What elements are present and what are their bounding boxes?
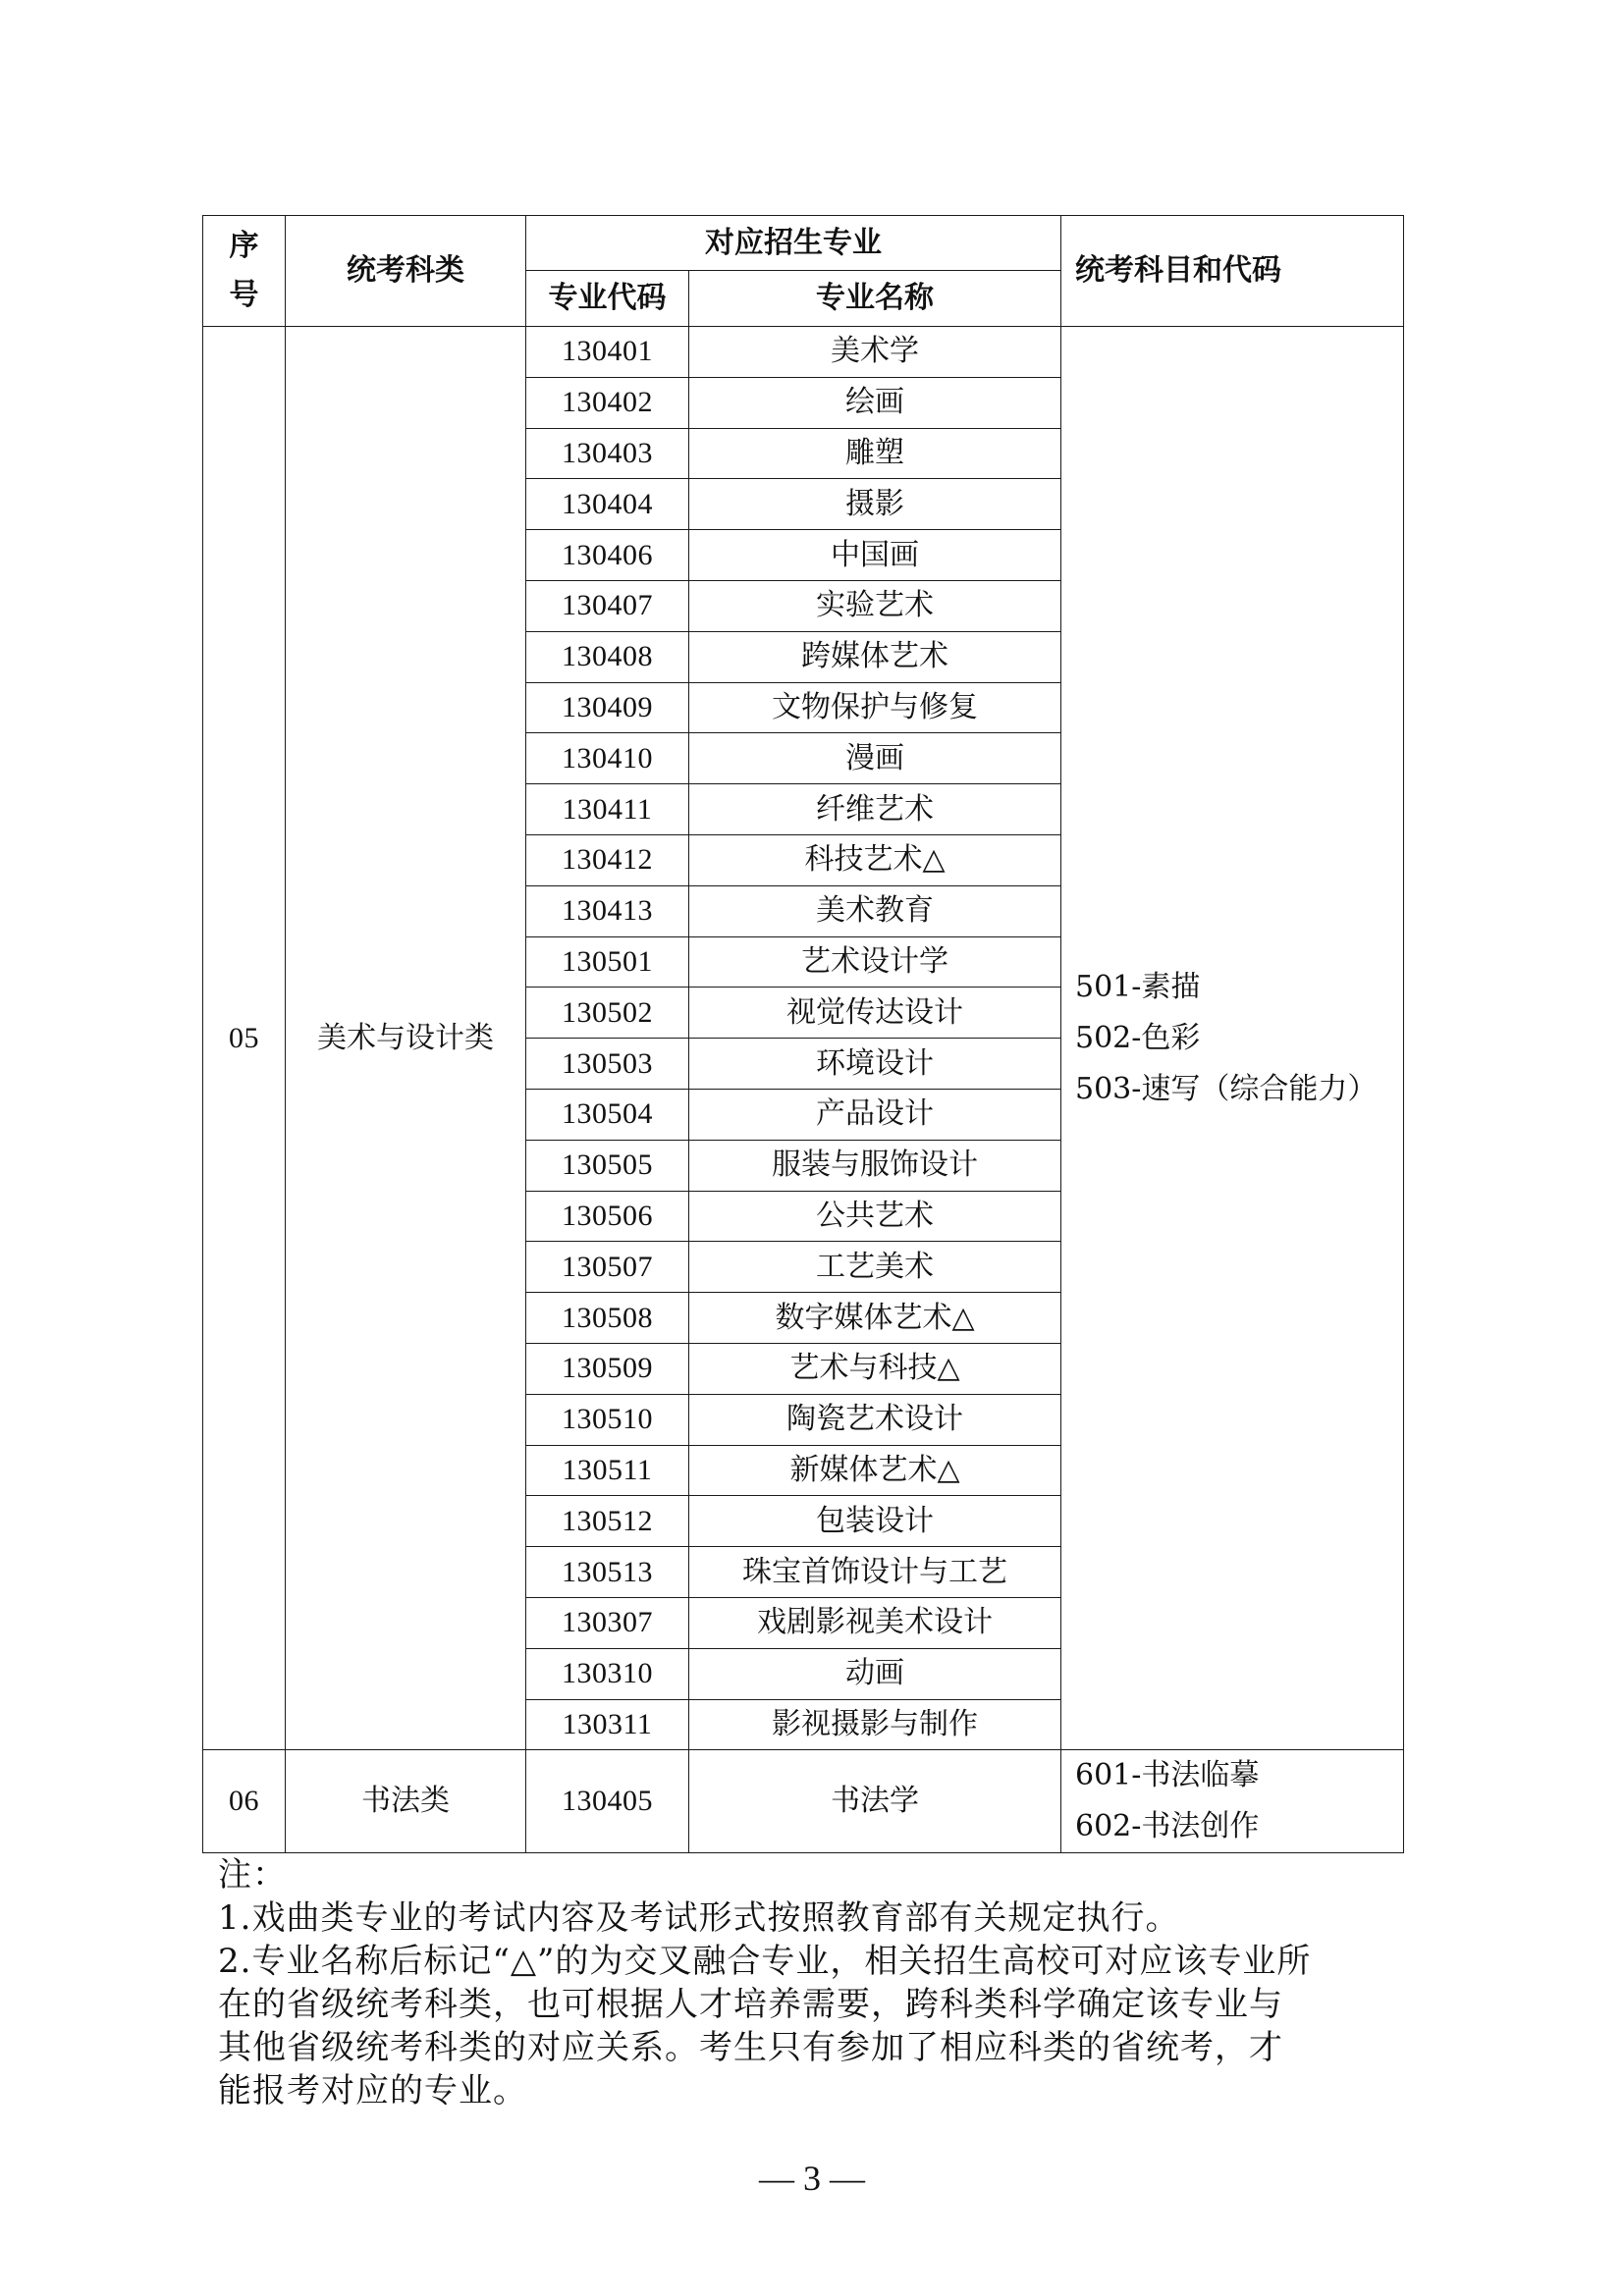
major-code: 130413 [526,885,689,936]
art-category: 美术与设计类 [286,327,526,1750]
major-name: 工艺美术 [689,1242,1061,1293]
calligraphy-seq: 06 [203,1750,286,1853]
major-code: 130503 [526,1039,689,1090]
calligraphy-subjects [1061,1750,1404,1853]
major-name: 纤维艺术 [689,784,1061,835]
header-subjects: 统考科目和代码 [1061,216,1404,327]
calligraphy-code: 130405 [526,1750,689,1853]
major-code: 130412 [526,834,689,885]
major-name: 摄影 [689,479,1061,530]
major-code: 130501 [526,936,689,988]
major-code: 130307 [526,1597,689,1648]
major-code: 130407 [526,580,689,631]
note-line: 其他省级统考科类的对应关系。考生只有参加了相应科类的省统考，才 [218,2028,1283,2067]
major-name: 服装与服饰设计 [689,1140,1061,1191]
major-code: 130408 [526,631,689,682]
major-code: 130401 [526,327,689,378]
calligraphy-row [203,1750,1404,1853]
table-row [203,327,1404,378]
note-line: 2.专业名称后标记“△”的为交叉融合专业，相关招生高校可对应该专业所 [218,1942,1312,1981]
header-major-code: 专业代码 [526,271,689,327]
major-code: 130509 [526,1343,689,1394]
major-name: 陶瓷艺术设计 [689,1394,1061,1445]
page-number: — 3 — [759,2159,865,2198]
major-code: 130502 [526,988,689,1039]
header-seq-line2: 号 [229,278,259,312]
art-group [203,327,1404,1750]
notes [218,1853,1426,2112]
major-code: 130409 [526,682,689,733]
calligraphy-subject: 601-书法临摹 [1075,1758,1260,1793]
calligraphy-subject: 602-书法创作 [1075,1809,1260,1844]
calligraphy-category: 书法类 [286,1750,526,1853]
major-name: 影视摄影与制作 [689,1699,1061,1750]
major-name: 珠宝首饰设计与工艺 [689,1547,1061,1598]
major-name: 绘画 [689,377,1061,428]
major-name: 艺术与科技△ [689,1343,1061,1394]
major-code: 130403 [526,428,689,479]
major-code: 130511 [526,1445,689,1496]
majors-table [202,215,1404,1853]
major-code: 130410 [526,733,689,784]
major-name: 艺术设计学 [689,936,1061,988]
art-subject: 503-速写（综合能力） [1075,1071,1378,1106]
major-code: 130510 [526,1394,689,1445]
major-name: 戏剧影视美术设计 [689,1597,1061,1648]
major-code: 130513 [526,1547,689,1598]
major-name: 环境设计 [689,1039,1061,1090]
art-seq: 05 [203,327,286,1750]
major-code: 130506 [526,1191,689,1242]
art-subjects [1061,327,1404,1750]
major-name: 数字媒体艺术△ [689,1293,1061,1344]
major-code: 130310 [526,1648,689,1699]
major-code: 130406 [526,530,689,581]
major-name: 新媒体艺术△ [689,1445,1061,1496]
major-name: 漫画 [689,733,1061,784]
major-name: 实验艺术 [689,580,1061,631]
major-name: 文物保护与修复 [689,682,1061,733]
major-name: 产品设计 [689,1089,1061,1140]
notes-title: 注： [218,1855,287,1895]
header-seq-line1: 序 [229,229,259,263]
major-code: 130404 [526,479,689,530]
major-name: 跨媒体艺术 [689,631,1061,682]
header-major-name: 专业名称 [689,271,1061,327]
art-subject: 501-素描 [1075,969,1201,1004]
header-seq [203,216,286,327]
major-code: 130411 [526,784,689,835]
major-name: 视觉传达设计 [689,988,1061,1039]
note-line: 在的省级统考科类，也可根据人才培养需要，跨科类科学确定该专业与 [218,1985,1283,2024]
major-name: 雕塑 [689,428,1061,479]
header-major-group: 对应招生专业 [526,216,1061,271]
major-code: 130311 [526,1699,689,1750]
header-category: 统考科类 [286,216,526,327]
major-name: 美术学 [689,327,1061,378]
calligraphy-name: 书法学 [689,1750,1061,1853]
major-name: 科技艺术△ [689,834,1061,885]
major-name: 中国画 [689,530,1061,581]
note-line: 能报考对应的专业。 [218,2071,527,2110]
major-code: 130505 [526,1140,689,1191]
major-code: 130504 [526,1089,689,1140]
major-name: 动画 [689,1648,1061,1699]
note-line: 1.戏曲类专业的考试内容及考试形式按照教育部有关规定执行。 [218,1898,1180,1938]
major-code: 130507 [526,1242,689,1293]
art-subject: 502-色彩 [1075,1020,1201,1055]
major-code: 130508 [526,1293,689,1344]
major-name: 美术教育 [689,885,1061,936]
major-code: 130512 [526,1496,689,1547]
major-name: 公共艺术 [689,1191,1061,1242]
major-name: 包装设计 [689,1496,1061,1547]
major-code: 130402 [526,377,689,428]
